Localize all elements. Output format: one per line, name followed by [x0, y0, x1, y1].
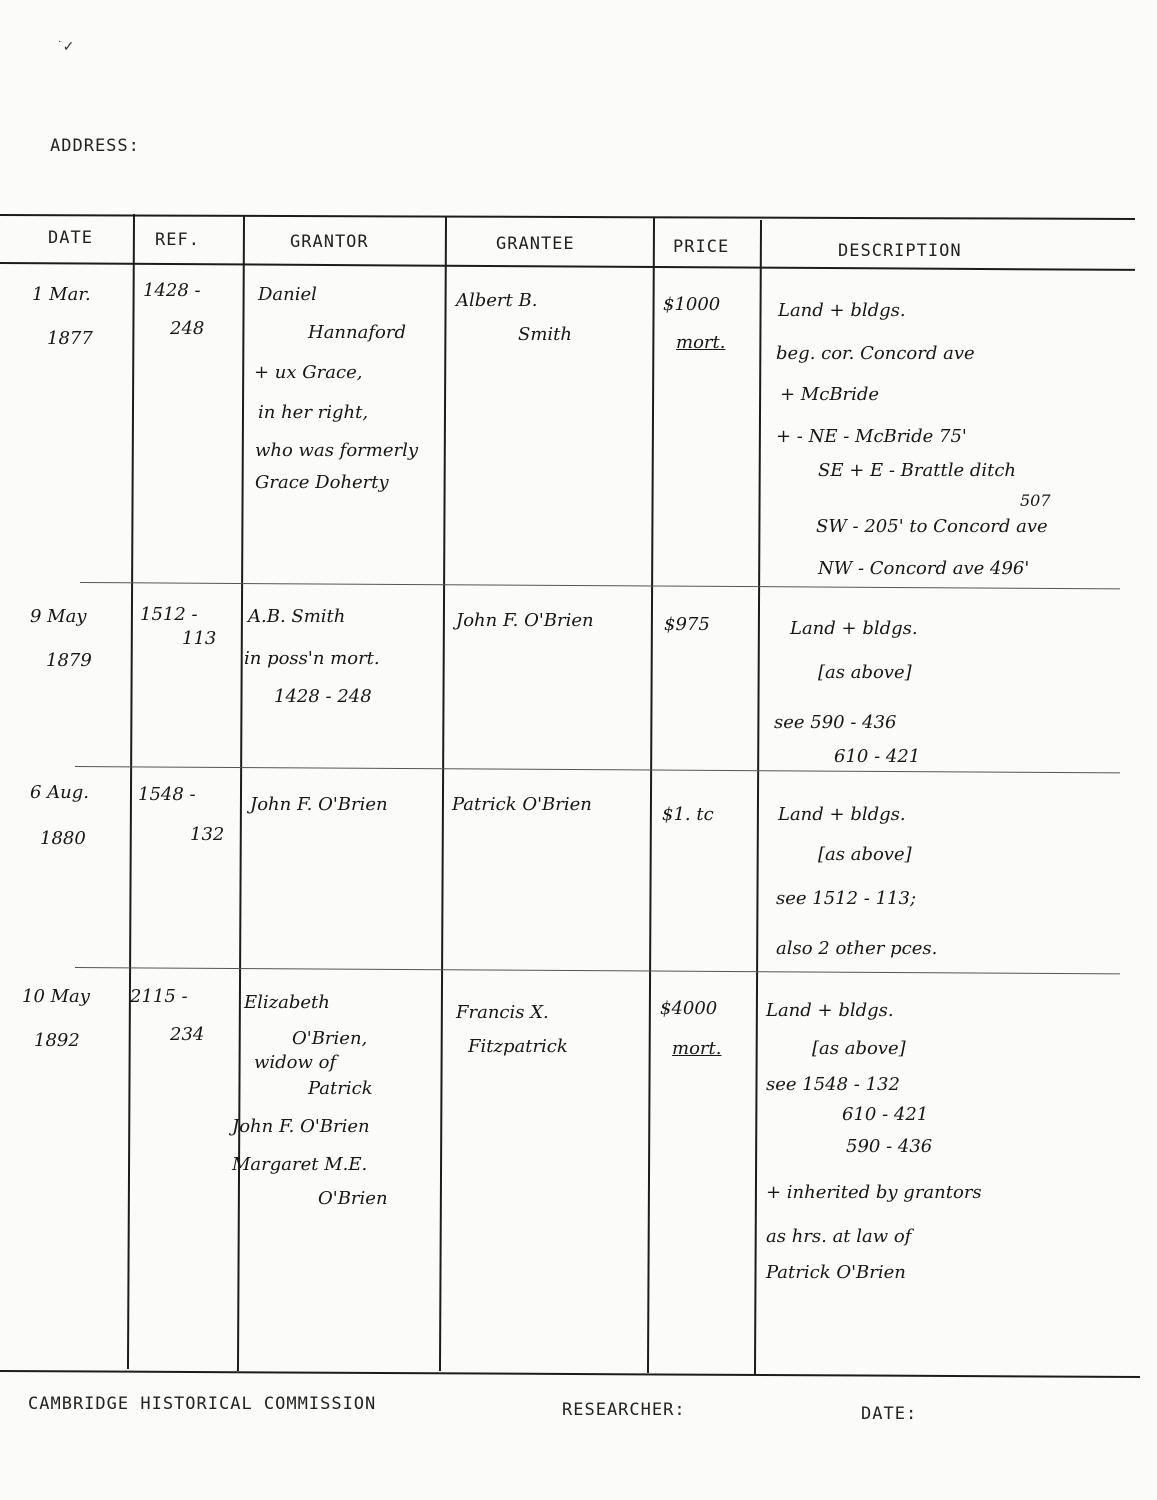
commission-label: CAMBRIDGE HISTORICAL COMMISSION [28, 1394, 377, 1414]
row-separator [75, 967, 1120, 974]
entry-date: 1 Mar. [32, 284, 91, 305]
researcher-label: RESEARCHER: [562, 1400, 686, 1420]
entry-ref: 113 [182, 628, 217, 649]
entry-description: [as above] [818, 844, 912, 865]
entry-description: see 590 - 436 [774, 712, 897, 733]
entry-description: beg. cor. Concord ave [776, 343, 975, 364]
entry-description: Land + bldgs. [766, 1000, 894, 1021]
entry-date: 1879 [46, 650, 92, 671]
entry-grantee: Patrick O'Brien [452, 794, 592, 815]
entry-grantor: + ux Grace, [254, 362, 363, 383]
column-header-price: PRICE [673, 237, 730, 257]
entry-ref: 1512 - [140, 604, 198, 625]
entry-description: [as above] [812, 1038, 906, 1059]
entry-grantor: Hannaford [308, 322, 406, 343]
column-header-grantor: GRANTOR [290, 232, 369, 252]
entry-grantor: in her right, [258, 402, 369, 423]
entry-date: 1892 [34, 1030, 80, 1051]
stray-mark: ˙✓ [58, 38, 75, 54]
col-divider-4 [647, 218, 655, 1373]
entry-date: 10 May [22, 986, 90, 1007]
table-top-rule [0, 214, 1135, 220]
entry-grantor: Daniel [258, 284, 317, 305]
col-divider-5 [754, 220, 762, 1375]
entry-price: $1000 [663, 294, 721, 315]
entry-description: Land + bldgs. [790, 618, 918, 639]
entry-grantor: who was formerly [255, 440, 419, 461]
table-bottom-rule [0, 1370, 1140, 1378]
entry-grantor: O'Brien, [292, 1028, 368, 1049]
entry-ref: 132 [190, 824, 225, 845]
entry-ref: 1428 - [143, 280, 201, 301]
entry-description: SE + E - Brattle ditch [818, 460, 1017, 481]
col-divider-2 [237, 216, 245, 1371]
entry-price: mort. [672, 1038, 722, 1059]
entry-ref: 2115 - [130, 986, 188, 1007]
entry-price: $975 [664, 614, 710, 635]
entry-description: Patrick O'Brien [766, 1262, 906, 1283]
entry-description: SW - 205' to Concord ave [816, 516, 1048, 537]
entry-grantee: Albert B. [456, 290, 538, 311]
entry-grantor: in poss'n mort. [244, 648, 380, 669]
column-header-grantee: GRANTEE [496, 234, 575, 254]
entry-grantee: Smith [518, 324, 572, 345]
date-label: DATE: [861, 1404, 918, 1424]
entry-description: + - NE - McBride 75' [776, 426, 967, 447]
entry-date: 6 Aug. [30, 782, 90, 803]
column-header-date: DATE [48, 228, 93, 248]
entry-ref: 248 [170, 318, 205, 339]
entry-grantor: A.B. Smith [248, 606, 346, 627]
entry-grantee: John F. O'Brien [456, 610, 594, 631]
entry-date: 1880 [40, 828, 86, 849]
column-header-ref: REF. [155, 230, 200, 250]
entry-description: 610 - 421 [834, 746, 921, 767]
entry-description: Land + bldgs. [778, 300, 906, 321]
col-divider-1 [127, 214, 135, 1369]
entry-grantor: Margaret M.E. [232, 1154, 368, 1175]
entry-description: 610 - 421 [842, 1104, 929, 1125]
entry-price: mort. [676, 332, 726, 353]
entry-grantor: widow of [254, 1052, 337, 1073]
entry-grantor: Patrick [308, 1078, 373, 1099]
entry-date: 9 May [30, 606, 87, 627]
entry-description: NW - Concord ave 496' [818, 558, 1030, 579]
entry-description: see 1548 - 132 [766, 1074, 900, 1095]
entry-grantor: O'Brien [318, 1188, 388, 1209]
col-divider-3 [439, 216, 447, 1371]
row-separator [75, 766, 1120, 773]
entry-grantee: Francis X. [456, 1002, 549, 1023]
column-header-description: DESCRIPTION [838, 241, 962, 261]
entry-description: as hrs. at law of [766, 1226, 912, 1247]
entry-description: Land + bldgs. [778, 804, 906, 825]
header-bottom-rule [0, 262, 1135, 271]
address-label: ADDRESS: [50, 136, 140, 156]
entry-description: + McBride [780, 384, 880, 405]
entry-grantor: John F. O'Brien [232, 1116, 370, 1137]
entry-grantor: 1428 - 248 [274, 686, 372, 707]
entry-grantor: Elizabeth [244, 992, 330, 1013]
entry-grantee: Fitzpatrick [468, 1036, 568, 1057]
entry-grantor: Grace Doherty [255, 472, 389, 493]
entry-ref: 234 [170, 1024, 205, 1045]
entry-description: + inherited by grantors [766, 1182, 982, 1203]
entry-description: 507 [1020, 491, 1051, 510]
entry-grantor: John F. O'Brien [250, 794, 388, 815]
row-separator [80, 582, 1120, 589]
entry-price: $4000 [660, 998, 718, 1019]
entry-description: [as above] [818, 662, 912, 683]
entry-date: 1877 [47, 328, 93, 349]
entry-description: also 2 other pces. [776, 938, 938, 959]
entry-description: see 1512 - 113; [776, 888, 917, 909]
entry-description: 590 - 436 [846, 1136, 933, 1157]
entry-price: $1. tc [662, 804, 714, 825]
entry-ref: 1548 - [138, 784, 196, 805]
